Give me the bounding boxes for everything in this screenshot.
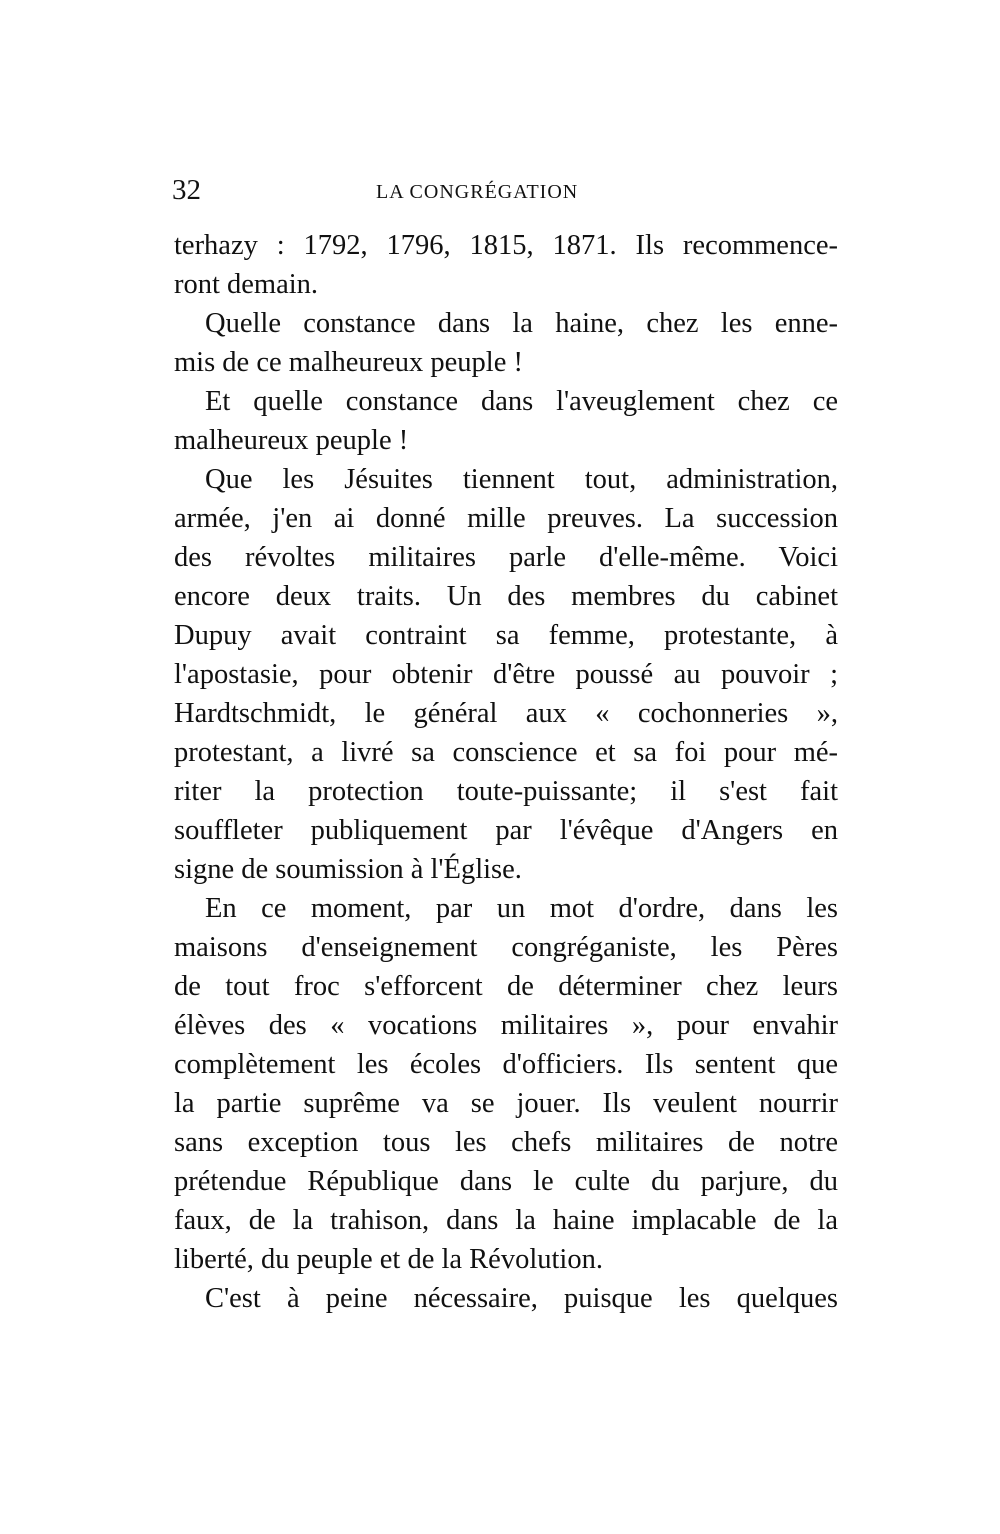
text-line: la partie suprême va se jouer. Ils veulent nourrir (174, 1088, 838, 1119)
text-line: riter la protection toute-puissante; il s'est fait (174, 776, 838, 807)
text-line: Hardtschmidt, le général aux « cochonneries », (174, 698, 838, 729)
text-line: des révoltes militaires parle d'elle-même. Voici (174, 542, 838, 573)
paragraph-first-line: Quelle constance dans la haine, chez les enne- (205, 308, 838, 339)
text-line: encore deux traits. Un des membres du cabinet (174, 581, 838, 612)
text-line: terhazy : 1792, 1796, 1815, 1871. Ils recommence- (174, 230, 838, 261)
paragraph-first-line: Et quelle constance dans l'aveuglement chez ce (205, 386, 838, 417)
text-line: prétendue République dans le culte du parjure, du (174, 1166, 838, 1197)
paragraph-first-line: C'est à peine nécessaire, puisque les quelques (205, 1283, 838, 1314)
text-line: sans exception tous les chefs militaires de notre (174, 1127, 838, 1158)
text-line: armée, j'en ai donné mille preuves. La succession (174, 503, 838, 534)
text-line: ront demain. (174, 269, 319, 300)
text-line: de tout froc s'efforcent de déterminer chez leurs (174, 971, 838, 1002)
text-line: souffleter publiquement par l'évêque d'Angers en (174, 815, 838, 846)
body-text (174, 226, 838, 1318)
text-line: liberté, du peuple et de la Révolution. (174, 1244, 603, 1275)
text-line: élèves des « vocations militaires », pour envahir (174, 1010, 838, 1041)
running-head (172, 172, 840, 208)
text-line: mis de ce malheureux peuple ! (174, 347, 523, 378)
text-line: Dupuy avait contraint sa femme, protestante, à (174, 620, 838, 651)
text-line: malheureux peuple ! (174, 425, 409, 456)
text-line: l'apostasie, pour obtenir d'être poussé au pouvoir ; (174, 659, 838, 690)
running-title: LA CONGRÉGATION (376, 181, 579, 203)
text-line: signe de soumission à l'Église. (174, 854, 522, 885)
paragraph-first-line: En ce moment, par un mot d'ordre, dans les (205, 893, 838, 924)
text-line: faux, de la trahison, dans la haine implacable de la (174, 1205, 838, 1236)
text-line: maisons d'enseignement congréganiste, les Pères (174, 932, 838, 963)
text-line: complètement les écoles d'officiers. Ils sentent que (174, 1049, 838, 1080)
page-number: 32 (172, 174, 201, 206)
paragraph-first-line: Que les Jésuites tiennent tout, administration, (205, 464, 838, 495)
text-line: protestant, a livré sa conscience et sa foi pour mé- (174, 737, 838, 768)
